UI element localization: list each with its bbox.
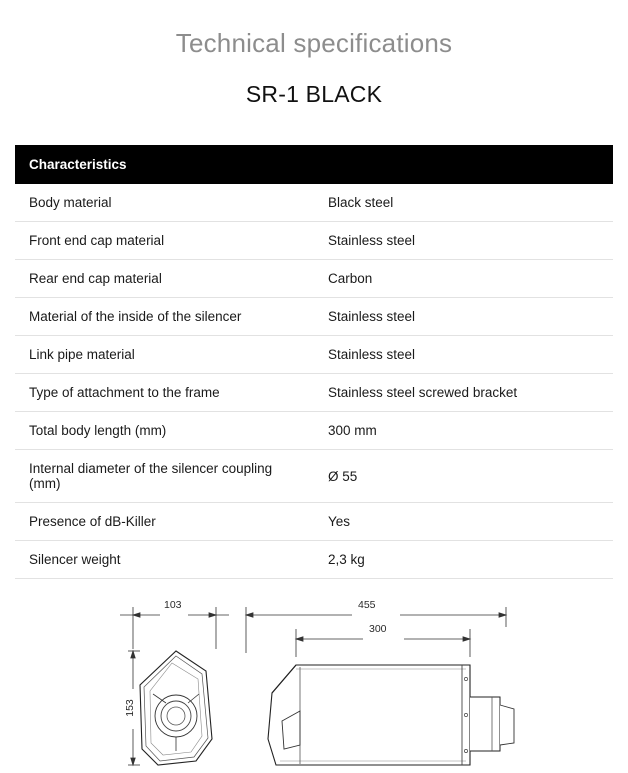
technical-drawing-svg bbox=[0, 593, 628, 773]
page-title: Technical specifications bbox=[175, 28, 453, 58]
spec-value: Stainless steel bbox=[314, 222, 613, 260]
spec-value: Black steel bbox=[314, 184, 613, 222]
spec-label: Link pipe material bbox=[15, 336, 314, 374]
table-header-row bbox=[15, 145, 613, 184]
table-row bbox=[15, 298, 613, 336]
spec-value: 300 mm bbox=[314, 412, 613, 450]
spec-value: 2,3 kg bbox=[314, 541, 613, 579]
spec-value: Stainless steel bbox=[314, 336, 613, 374]
spec-label: Rear end cap material bbox=[15, 260, 314, 298]
spec-value: Stainless steel bbox=[314, 298, 613, 336]
specifications-table bbox=[15, 145, 613, 579]
table-row bbox=[15, 222, 613, 260]
dimension-total-length: 455 bbox=[358, 599, 376, 611]
spec-label: Type of attachment to the frame bbox=[15, 374, 314, 412]
table-row bbox=[15, 412, 613, 450]
spec-value: Ø 55 bbox=[314, 450, 613, 503]
table-header-characteristics: Characteristics bbox=[15, 145, 613, 184]
spec-label: Body material bbox=[15, 184, 314, 222]
table-row bbox=[15, 541, 613, 579]
spec-value: Stainless steel screwed bracket bbox=[314, 374, 613, 412]
dimension-front-height: 153 bbox=[123, 699, 136, 717]
spec-label: Internal diameter of the silencer coupling (mm) bbox=[15, 450, 314, 503]
table-row bbox=[15, 374, 613, 412]
spec-label: Silencer weight bbox=[15, 541, 314, 579]
dimension-front-width: 103 bbox=[164, 599, 182, 611]
spec-value: Yes bbox=[314, 503, 613, 541]
table-row bbox=[15, 260, 613, 298]
table-row bbox=[15, 336, 613, 374]
table-row bbox=[15, 503, 613, 541]
spec-label: Total body length (mm) bbox=[15, 412, 314, 450]
table-row bbox=[15, 184, 613, 222]
dimension-body-length: 300 bbox=[369, 623, 387, 635]
spec-label: Material of the inside of the silencer bbox=[15, 298, 314, 336]
spec-label: Front end cap material bbox=[15, 222, 314, 260]
product-name: SR-1 BLACK bbox=[245, 81, 383, 107]
spec-label: Presence of dB-Killer bbox=[15, 503, 314, 541]
spec-value: Carbon bbox=[314, 260, 613, 298]
table-row bbox=[15, 450, 613, 503]
technical-drawing bbox=[0, 593, 628, 773]
